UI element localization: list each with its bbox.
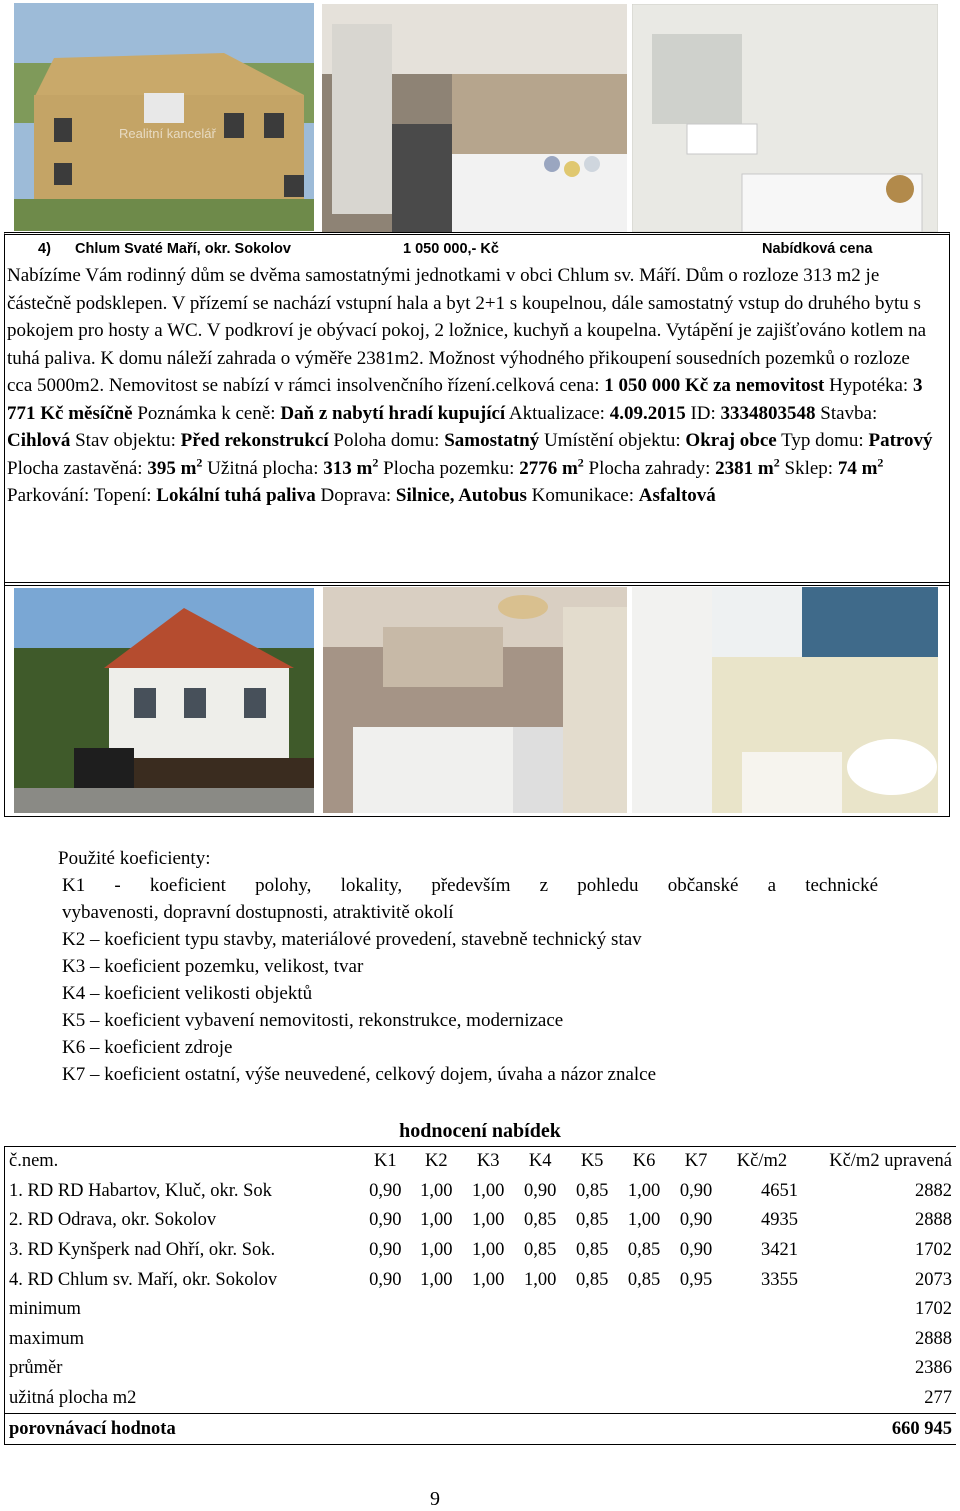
table-cell: 0,85	[575, 1240, 609, 1261]
table-cell: 0,85	[523, 1210, 557, 1231]
coefficients-title: Použité koeficienty:	[58, 848, 211, 869]
table-cell	[462, 1295, 514, 1325]
table-cell: 0,90	[679, 1240, 713, 1261]
table-cell	[410, 1325, 462, 1355]
table-cell	[410, 1384, 462, 1414]
table-cell: 1702	[915, 1240, 952, 1261]
table-cell: 1,00	[420, 1180, 453, 1201]
table-cell: 0,90	[523, 1180, 557, 1201]
table-cell: 0,85	[575, 1180, 609, 1201]
table-cell	[618, 1384, 670, 1414]
table-cell	[360, 1354, 410, 1384]
table-cell: 2888	[915, 1328, 952, 1349]
table-cell: 660 945	[802, 1414, 956, 1445]
table-cell: 3421	[760, 1240, 798, 1261]
table-cell: 0,85	[627, 1240, 661, 1261]
coefficient-k2: K2 – koeficient typu stavby, materiálové provedení, stavebně technický stav	[62, 929, 642, 950]
table-header-row	[5, 1147, 957, 1177]
table-cell: 0,90	[679, 1210, 713, 1231]
table-header-cell: K3	[476, 1151, 500, 1172]
table-cell	[360, 1384, 410, 1414]
table-cell	[514, 1384, 566, 1414]
listing-description-block	[7, 262, 937, 510]
table-header-cell: Kč/m2 upravená	[829, 1151, 952, 1172]
detail-value: 1 050 000 Kč za nemovitost	[604, 375, 825, 396]
table-cell: 1,00	[523, 1269, 557, 1290]
table-cell	[462, 1414, 514, 1445]
photo-bathroom	[632, 4, 938, 232]
detail-value: Okraj obce	[685, 430, 777, 451]
photo-kitchen-2	[323, 587, 627, 813]
table-cell	[410, 1414, 462, 1445]
table-summary-row	[5, 1384, 957, 1414]
detail-superscript: 2	[372, 455, 379, 470]
photo-bathroom-2	[632, 587, 938, 813]
detail-superscript: 2	[577, 455, 584, 470]
table-cell	[514, 1414, 566, 1445]
coefficient-k6: K6 – koeficient zdroje	[62, 1037, 233, 1058]
evaluation-title: hodnocení nabídek	[399, 1120, 561, 1142]
table-cell: 1,00	[472, 1210, 505, 1231]
detail-value: Silnice, Autobus	[395, 485, 527, 506]
table-header-cell: K4	[528, 1151, 552, 1172]
detail-label: Užitná plocha:	[202, 457, 324, 479]
table-cell	[360, 1295, 410, 1325]
detail-label: Poloha domu:	[328, 430, 445, 451]
detail-label: Plocha pozemku:	[378, 457, 520, 479]
table-cell: 1,00	[627, 1210, 661, 1231]
table-cell: průměr	[9, 1358, 63, 1379]
detail-label: Typ domu:	[776, 430, 869, 451]
table-cell: 2. RD Odrava, okr. Sokolov	[9, 1210, 217, 1231]
table-cell: 2882	[915, 1180, 952, 1201]
listing-price: 1 050 000,- Kč	[403, 241, 499, 257]
table-cell	[722, 1325, 802, 1355]
detail-value: 74 m	[837, 457, 878, 479]
table-cell	[618, 1295, 670, 1325]
table-header-cell: K5	[580, 1151, 604, 1172]
table-cell	[670, 1295, 722, 1325]
detail-label: Stavba:	[815, 402, 878, 424]
table-cell: porovnávací hodnota	[5, 1414, 361, 1445]
coefficient-k1-cont: vybavenosti, dopravní dostupnosti, atraktivitě okolí	[62, 902, 454, 923]
coefficient-k4: K4 – koeficient velikosti objektů	[62, 983, 313, 1004]
table-cell: 0,85	[523, 1240, 557, 1261]
table-cell	[360, 1325, 410, 1355]
table-cell	[514, 1354, 566, 1384]
coefficients-section	[58, 845, 878, 1088]
table-cell: 1,00	[420, 1240, 453, 1261]
table-cell	[566, 1354, 618, 1384]
detail-value: 4.09.2015	[609, 402, 686, 424]
coefficient-k7: K7 – koeficient ostatní, výše neuvedené, celkový dojem, úvaha a názor znalce	[62, 1064, 657, 1085]
table-cell	[462, 1384, 514, 1414]
detail-label: Plocha zahrady:	[583, 457, 716, 479]
table-cell	[462, 1354, 514, 1384]
photo-kitchen	[322, 4, 627, 232]
evaluation-table	[4, 1146, 956, 1445]
detail-value: 2381 m	[715, 457, 774, 479]
coefficient-k3: K3 – koeficient pozemku, velikost, tvar	[62, 956, 364, 977]
detail-label: Aktualizace:	[505, 402, 610, 424]
detail-value: Patrový	[868, 430, 933, 451]
table-row	[5, 1206, 957, 1236]
table-cell	[462, 1325, 514, 1355]
detail-superscript: 2	[773, 455, 780, 470]
table-cell: 4935	[760, 1210, 798, 1231]
table-cell	[566, 1295, 618, 1325]
detail-value: 313 m	[323, 457, 373, 479]
detail-label: Parkování:	[7, 485, 94, 506]
table-cell: 4651	[760, 1180, 798, 1201]
detail-value: Cihlová	[7, 430, 71, 451]
table-cell: 0,90	[679, 1180, 713, 1201]
detail-label: Sklep:	[779, 457, 838, 479]
detail-value: 395 m	[147, 457, 197, 479]
detail-label: Komunikace:	[526, 485, 639, 506]
detail-value: Samostatný	[444, 430, 540, 451]
listing-description: Nabízíme Vám rodinný dům se dvěma samostatnými jednotkami v obci Chlum sv. Máří. Dům o rozloze 313 m2 je částečně podsklepen. V přízemí se nachází vstupní hala a byt 2+1 s koupelnou, dále samostatný vstup do druhého bytu s pokojem pro hosty a WC. V podkroví je obývací pokoj, 2 ložnice, kuchyň a koupelna. Vytápění je zajišťováno kotlem na tuhá paliva. K domu náleží zahrada o výměře 2381m2. Možnost výhodného přikoupení sousedních pozemků o rozloze cca 5000m2. Nemovitost se nabízí v rámci insolvenčního řízení.	[7, 265, 927, 396]
table-cell	[670, 1354, 722, 1384]
table-cell: 1. RD RD Habartov, Kluč, okr. Sok	[9, 1180, 272, 1201]
table-cell: 0,90	[369, 1240, 402, 1261]
table-cell	[722, 1414, 802, 1445]
table-row	[5, 1265, 957, 1295]
table-cell: 0,85	[575, 1269, 609, 1290]
table-cell: 1,00	[627, 1180, 661, 1201]
table-cell: 1,00	[472, 1180, 505, 1201]
table-cell	[722, 1295, 802, 1325]
table-cell	[410, 1295, 462, 1325]
table-cell: 1,00	[472, 1269, 505, 1290]
detail-label: Hypotéka:	[824, 375, 913, 396]
table-cell	[410, 1354, 462, 1384]
table-header-cell: Kč/m2	[736, 1151, 788, 1172]
table-row	[5, 1177, 957, 1207]
detail-label: Stav objektu:	[70, 430, 181, 451]
table-cell: užitná plocha m2	[9, 1388, 137, 1409]
detail-superscript: 2	[877, 455, 884, 470]
table-cell: 1,00	[420, 1210, 453, 1231]
table-cell: 277	[924, 1388, 952, 1409]
table-cell	[618, 1354, 670, 1384]
table-cell: 0,85	[575, 1210, 609, 1231]
detail-value: 3334803548	[720, 402, 816, 424]
table-cell	[360, 1414, 410, 1445]
table-cell: maximum	[9, 1328, 85, 1349]
table-cell	[514, 1295, 566, 1325]
detail-value: 2776 m	[519, 457, 578, 479]
listing-number: 4)	[38, 241, 51, 257]
watermark-text: Realitní kancelář	[119, 126, 216, 141]
table-summary-row	[5, 1354, 957, 1384]
table-cell: 0,85	[627, 1269, 661, 1290]
table-header-cell: K6	[632, 1151, 656, 1172]
table-cell	[618, 1414, 670, 1445]
table-summary-row	[5, 1295, 957, 1325]
table-cell	[566, 1325, 618, 1355]
table-cell: 2073	[915, 1269, 952, 1290]
detail-label: celková cena:	[495, 375, 605, 396]
detail-label: Poznámka k ceně:	[132, 402, 281, 424]
table-cell	[618, 1325, 670, 1355]
detail-label: Plocha zastavěná:	[7, 457, 148, 479]
table-cell: minimum	[9, 1299, 81, 1320]
page-number: 9	[430, 1488, 440, 1510]
table-cell: 0,90	[369, 1180, 402, 1201]
table-header-cell: K2	[424, 1151, 448, 1172]
table-cell	[670, 1384, 722, 1414]
table-cell: 3. RD Kynšperk nad Ohří, okr. Sok.	[9, 1240, 276, 1261]
table-cell	[722, 1354, 802, 1384]
table-final-row	[5, 1414, 957, 1445]
table-cell	[566, 1414, 618, 1445]
table-cell: 2888	[915, 1210, 952, 1231]
detail-value: 3 771 Kč měsíčně	[7, 375, 923, 424]
detail-value: Lokální tuhá paliva	[156, 485, 316, 506]
table-row	[5, 1236, 957, 1266]
coefficient-k1: K1 - koeficient polohy, lokality, především z pohledu občanské a technické	[62, 875, 878, 896]
table-cell	[670, 1325, 722, 1355]
table-cell	[722, 1384, 802, 1414]
table-header-cell: K1	[374, 1151, 397, 1172]
detail-label: Umístění objektu:	[539, 430, 686, 451]
table-cell: 3355	[760, 1269, 798, 1290]
table-header-cell: č.nem.	[9, 1151, 59, 1172]
table-cell: 0,90	[369, 1210, 402, 1231]
table-cell: 0,90	[369, 1269, 402, 1290]
table-cell: 4. RD Chlum sv. Maří, okr. Sokolov	[9, 1269, 278, 1290]
detail-value: Daň z nabytí hradí kupující	[280, 402, 506, 424]
table-cell: 2386	[915, 1358, 952, 1379]
detail-label: Topení:	[93, 485, 157, 506]
table-cell	[514, 1325, 566, 1355]
detail-value: Asfaltová	[638, 485, 716, 506]
listing-location: Chlum Svaté Maří, okr. Sokolov	[75, 241, 291, 257]
detail-label: Doprava:	[315, 485, 396, 506]
table-cell: 1702	[915, 1299, 952, 1320]
coefficient-k5: K5 – koeficient vybavení nemovitosti, rekonstrukce, modernizace	[62, 1010, 564, 1031]
table-cell: 1,00	[472, 1240, 505, 1261]
table-summary-row	[5, 1325, 957, 1355]
detail-value: Před rekonstrukcí	[180, 430, 329, 451]
table-cell: 0,95	[679, 1269, 713, 1290]
detail-label: ID:	[685, 402, 721, 424]
detail-superscript: 2	[196, 455, 203, 470]
table-cell	[670, 1414, 722, 1445]
photo-house-exterior	[14, 3, 314, 231]
table-header-cell: K7	[684, 1151, 708, 1172]
table-cell	[566, 1384, 618, 1414]
photo-house-white	[14, 588, 314, 813]
listing-price-type: Nabídková cena	[762, 241, 873, 257]
table-cell: 1,00	[420, 1269, 453, 1290]
